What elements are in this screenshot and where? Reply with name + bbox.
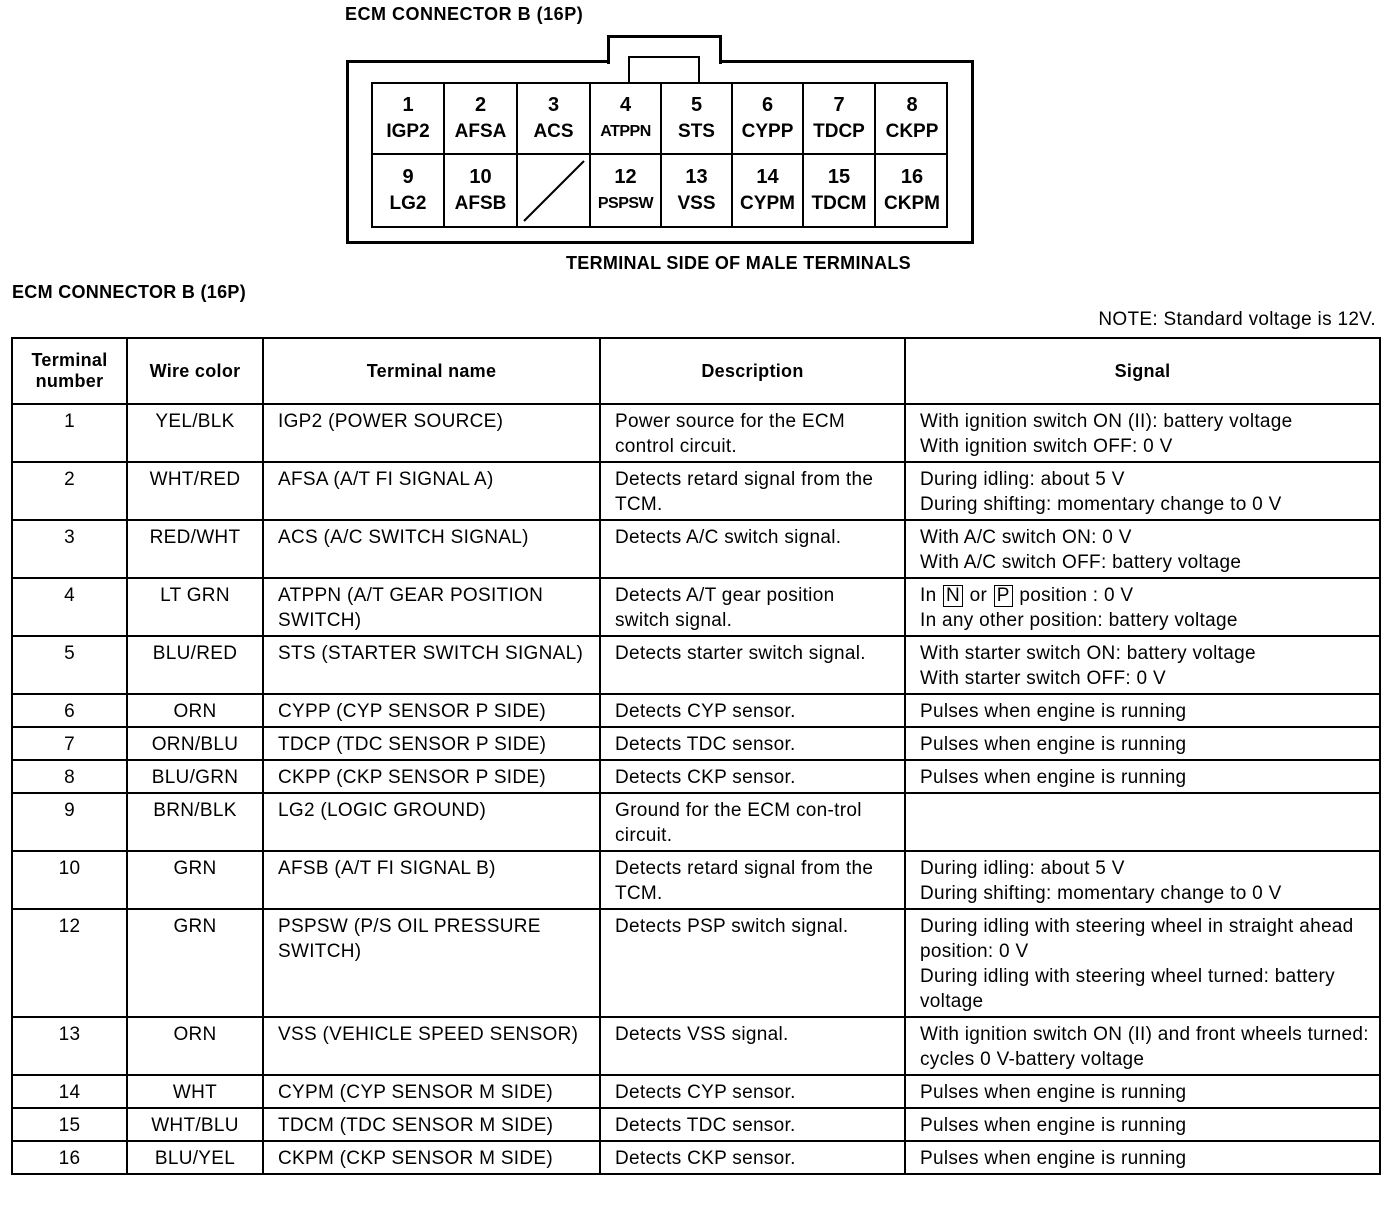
pin-13 <box>662 155 733 226</box>
terminal-name: AFSB (A/T FI SIGNAL B) <box>263 851 600 909</box>
signal <box>905 694 1380 727</box>
pin-label: CYPP <box>741 120 794 142</box>
terminal-table <box>11 337 1381 1175</box>
terminal-number: 5 <box>12 636 127 694</box>
description: Detects retard signal from the TCM. <box>600 851 905 909</box>
pin-label: TDCP <box>813 120 865 142</box>
pin-label: CYPM <box>740 192 795 214</box>
pin-label: CKPP <box>885 120 939 142</box>
terminal-name: STS (STARTER SWITCH SIGNAL) <box>263 636 600 694</box>
terminal-number: 10 <box>12 851 127 909</box>
pin-number: 16 <box>900 165 924 188</box>
signal <box>905 760 1380 793</box>
description: Detects starter switch signal. <box>600 636 905 694</box>
table-title: ECM CONNECTOR B (16P) <box>12 282 246 302</box>
table-row <box>12 1075 1380 1108</box>
terminal-number: 12 <box>12 909 127 1017</box>
wire-color: ORN <box>127 694 263 727</box>
signal-line: During shifting: momentary change to 0 V <box>920 883 1282 904</box>
signal-line: With ignition switch OFF: 0 V <box>920 436 1173 457</box>
signal <box>905 636 1380 694</box>
pin-number: 14 <box>756 165 779 188</box>
wire-color: BLU/GRN <box>127 760 263 793</box>
pin-label: VSS <box>677 192 716 214</box>
pin-11-empty <box>518 155 591 226</box>
pin-label: AFSB <box>454 192 507 214</box>
signal-line: During idling with steering wheel turned: battery voltage <box>920 966 1335 1012</box>
pin-8 <box>876 84 948 155</box>
header-description: Description <box>600 338 905 404</box>
header-signal: Signal <box>905 338 1380 404</box>
table-row <box>12 578 1380 636</box>
description: Detects CYP sensor. <box>600 1075 905 1108</box>
terminal-name: VSS (VEHICLE SPEED SENSOR) <box>263 1017 600 1075</box>
wire-color: BLU/YEL <box>127 1141 263 1174</box>
description: Detects A/T gear position switch signal. <box>600 578 905 636</box>
description: Detects TDC sensor. <box>600 727 905 760</box>
pin-label: PSPSW <box>597 194 654 212</box>
header-terminal-name: Terminal name <box>263 338 600 404</box>
wire-color: WHT <box>127 1075 263 1108</box>
voltage-note: NOTE: Standard voltage is 12V. <box>1098 309 1376 330</box>
terminal-name: TDCM (TDC SENSOR M SIDE) <box>263 1108 600 1141</box>
terminal-number: 16 <box>12 1141 127 1174</box>
description: Detects CKP sensor. <box>600 760 905 793</box>
terminal-name: ATPPN (A/T GEAR POSITION SWITCH) <box>263 578 600 636</box>
terminal-name: AFSA (A/T FI SIGNAL A) <box>263 462 600 520</box>
wire-color: GRN <box>127 909 263 1017</box>
connector-pin-grid <box>371 82 948 228</box>
signal-text: In <box>920 585 937 606</box>
table-row <box>12 909 1380 1017</box>
description: Detects PSP switch signal. <box>600 909 905 1017</box>
pin-14 <box>733 155 804 226</box>
pin-label: ATPPN <box>600 122 651 140</box>
signal-line: With A/C switch ON: 0 V <box>920 527 1132 548</box>
signal-line: Pulses when engine is running <box>920 1082 1187 1103</box>
table-row <box>12 760 1380 793</box>
terminal-name: CYPP (CYP SENSOR P SIDE) <box>263 694 600 727</box>
pin-number: 12 <box>614 165 637 188</box>
signal <box>905 727 1380 760</box>
table-row <box>12 462 1380 520</box>
pin-label: STS <box>678 120 715 142</box>
gear-n-box: N <box>943 585 963 607</box>
empty-slot-slash <box>518 155 591 226</box>
diagram-caption: TERMINAL SIDE OF MALE TERMINALS <box>566 253 911 273</box>
header-terminal-number: Terminal number <box>12 338 127 404</box>
signal-line <box>920 583 1369 608</box>
terminal-number: 7 <box>12 727 127 760</box>
wire-color: LT GRN <box>127 578 263 636</box>
signal <box>905 404 1380 462</box>
signal-line: In any other position: battery voltage <box>920 610 1238 631</box>
description: Detects retard signal from the TCM. <box>600 462 905 520</box>
signal <box>905 1141 1380 1174</box>
terminal-name: ACS (A/C SWITCH SIGNAL) <box>263 520 600 578</box>
signal <box>905 851 1380 909</box>
signal <box>905 520 1380 578</box>
wire-color: ORN <box>127 1017 263 1075</box>
pin-number: 1 <box>402 93 414 116</box>
connector-latch-key <box>628 56 700 84</box>
terminal-number: 1 <box>12 404 127 462</box>
pin-number: 7 <box>833 93 845 116</box>
table-row <box>12 851 1380 909</box>
signal <box>905 1075 1380 1108</box>
table-row <box>12 636 1380 694</box>
terminal-name: IGP2 (POWER SOURCE) <box>263 404 600 462</box>
terminal-name: CKPM (CKP SENSOR M SIDE) <box>263 1141 600 1174</box>
wire-color: BRN/BLK <box>127 793 263 851</box>
pin-number: 8 <box>906 93 918 116</box>
description: Power source for the ECM control circuit. <box>600 404 905 462</box>
wire-color: WHT/BLU <box>127 1108 263 1141</box>
pin-label: ACS <box>533 120 574 142</box>
wire-color: RED/WHT <box>127 520 263 578</box>
terminal-name: CYPM (CYP SENSOR M SIDE) <box>263 1075 600 1108</box>
signal <box>905 1017 1380 1075</box>
signal-line: Pulses when engine is running <box>920 767 1187 788</box>
terminal-number: 14 <box>12 1075 127 1108</box>
terminal-number: 6 <box>12 694 127 727</box>
pin-number: 6 <box>761 93 774 116</box>
pin-2 <box>445 84 518 155</box>
terminal-number: 8 <box>12 760 127 793</box>
pin-4 <box>591 84 662 155</box>
signal-line: Pulses when engine is running <box>920 701 1187 722</box>
wire-color: ORN/BLU <box>127 727 263 760</box>
pin-number: 5 <box>690 93 703 116</box>
wire-color: YEL/BLK <box>127 404 263 462</box>
pin-16 <box>876 155 948 226</box>
signal-line: During idling: about 5 V <box>920 469 1125 490</box>
signal-line: Pulses when engine is running <box>920 1148 1187 1169</box>
wire-color: BLU/RED <box>127 636 263 694</box>
table-row <box>12 1108 1380 1141</box>
header-wire-color: Wire color <box>127 338 263 404</box>
table-header-row <box>12 338 1380 404</box>
terminal-number: 13 <box>12 1017 127 1075</box>
pin-number: 15 <box>827 165 851 188</box>
signal-line: During idling with steering wheel in straight ahead position: 0 V <box>920 916 1354 962</box>
terminal-name: PSPSW (P/S OIL PRESSURE SWITCH) <box>263 909 600 1017</box>
table-row <box>12 404 1380 462</box>
pin-6 <box>733 84 804 155</box>
table-row <box>12 793 1380 851</box>
pin-7 <box>804 84 876 155</box>
pin-number: 2 <box>474 93 487 116</box>
pin-label: TDCM <box>811 192 867 214</box>
pin-label: AFSA <box>454 120 507 142</box>
pin-number: 9 <box>402 165 414 188</box>
description: Detects TDC sensor. <box>600 1108 905 1141</box>
signal-line: Pulses when engine is running <box>920 1115 1187 1136</box>
pin-9 <box>373 155 445 226</box>
signal-line: With starter switch OFF: 0 V <box>920 668 1166 689</box>
table-row <box>12 520 1380 578</box>
terminal-number: 4 <box>12 578 127 636</box>
description: Detects A/C switch signal. <box>600 520 905 578</box>
pin-12 <box>591 155 662 226</box>
signal <box>905 462 1380 520</box>
pin-label: IGP2 <box>386 120 430 142</box>
terminal-number: 9 <box>12 793 127 851</box>
pin-1 <box>373 84 445 155</box>
signal-line: During idling: about 5 V <box>920 858 1125 879</box>
table-row <box>12 1017 1380 1075</box>
signal <box>905 793 1380 851</box>
pin-number: 10 <box>469 165 492 188</box>
pin-3 <box>518 84 591 155</box>
signal-line: With ignition switch ON (II): battery voltage <box>920 411 1293 432</box>
signal-line: With ignition switch ON (II) and front wheels turned: cycles 0 V-battery voltage <box>920 1024 1369 1070</box>
terminal-name: CKPP (CKP SENSOR P SIDE) <box>263 760 600 793</box>
gear-p-box: P <box>994 585 1013 607</box>
pin-10 <box>445 155 518 226</box>
table-row <box>12 694 1380 727</box>
signal <box>905 1108 1380 1141</box>
wire-color: WHT/RED <box>127 462 263 520</box>
terminal-name: TDCP (TDC SENSOR P SIDE) <box>263 727 600 760</box>
description: Ground for the ECM con-trol circuit. <box>600 793 905 851</box>
signal <box>905 909 1380 1017</box>
signal-line: During shifting: momentary change to 0 V <box>920 494 1282 515</box>
table-row <box>12 727 1380 760</box>
terminal-number: 3 <box>12 520 127 578</box>
terminal-number: 2 <box>12 462 127 520</box>
table-row <box>12 1141 1380 1174</box>
diagram-title: ECM CONNECTOR B (16P) <box>345 4 584 24</box>
signal-text: position : 0 V <box>1019 585 1134 606</box>
description: Detects CYP sensor. <box>600 694 905 727</box>
signal-text: or <box>969 585 988 606</box>
terminal-number: 15 <box>12 1108 127 1141</box>
signal <box>905 578 1380 636</box>
wire-color: GRN <box>127 851 263 909</box>
pin-label: CKPM <box>884 192 940 214</box>
pin-label: LG2 <box>389 192 427 214</box>
terminal-name: LG2 (LOGIC GROUND) <box>263 793 600 851</box>
pin-number: 13 <box>685 165 708 188</box>
signal-line: With A/C switch OFF: battery voltage <box>920 552 1242 573</box>
description: Detects VSS signal. <box>600 1017 905 1075</box>
pin-number: 3 <box>547 93 560 116</box>
pin-number: 4 <box>619 93 632 116</box>
signal-line: With starter switch ON: battery voltage <box>920 643 1256 664</box>
signal-line: Pulses when engine is running <box>920 734 1187 755</box>
description: Detects CKP sensor. <box>600 1141 905 1174</box>
pin-5 <box>662 84 733 155</box>
pin-15 <box>804 155 876 226</box>
